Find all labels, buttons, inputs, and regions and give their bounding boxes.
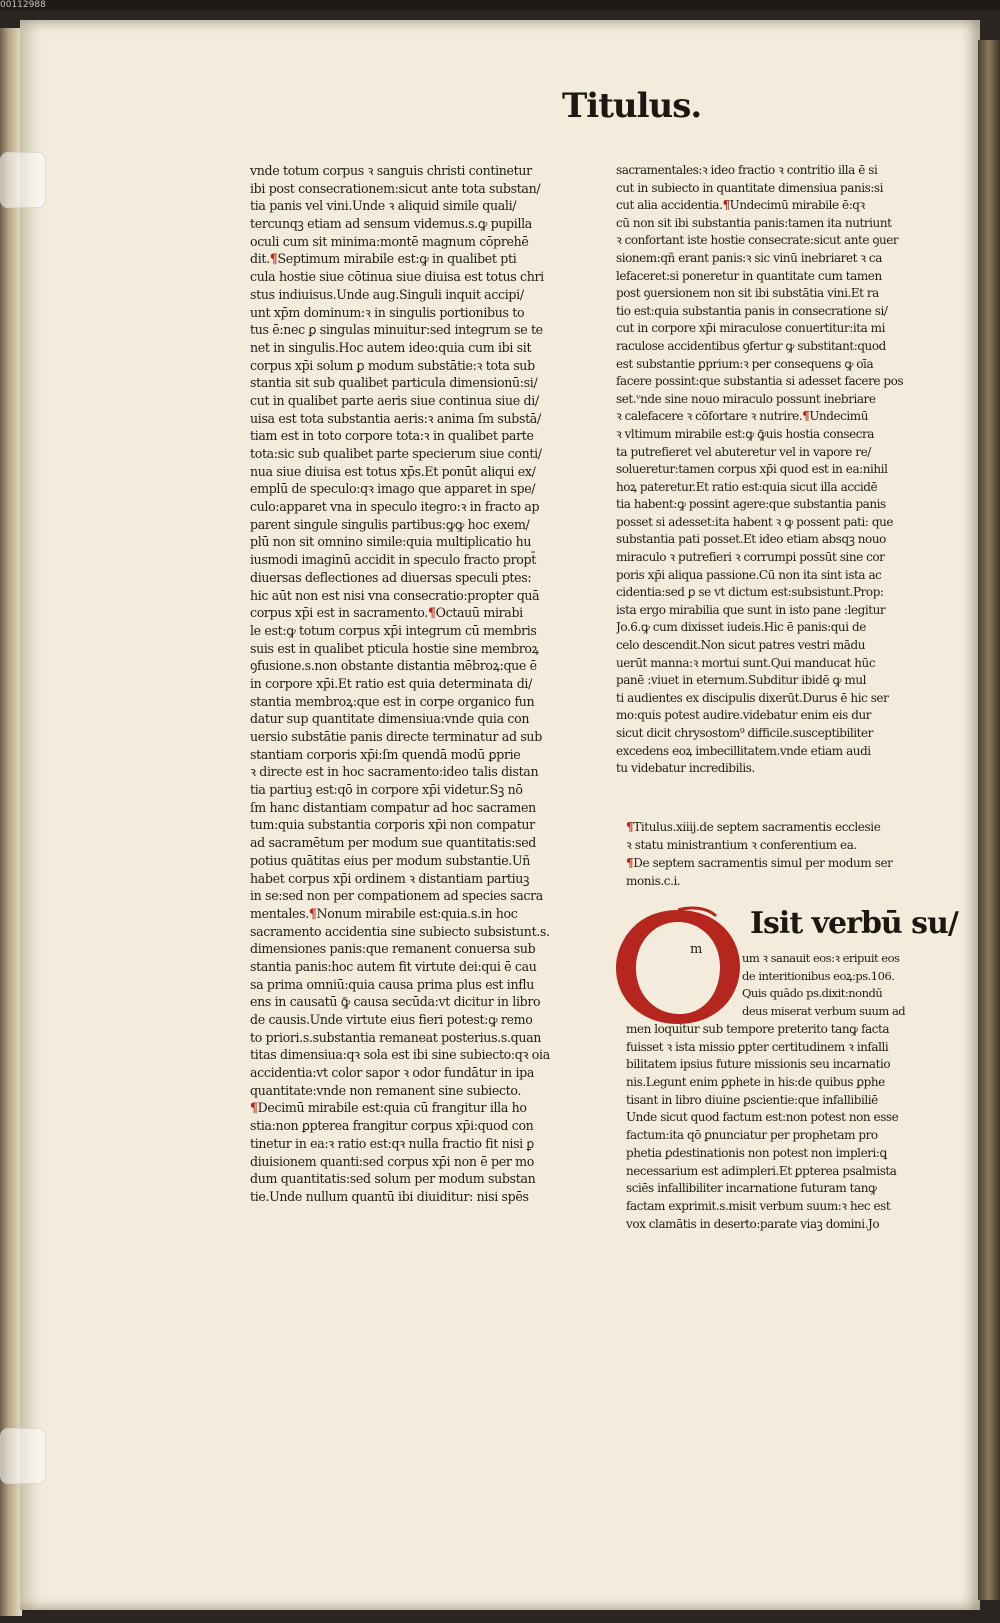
left-column-line: stia:non ꝑpterea frangitur corpus xp̄i:quod con — [250, 1118, 534, 1134]
left-column-line: tota:sic sub qualibet parte specierum siue conti/ — [250, 446, 542, 461]
left-column-line: dum quantitatis:sed solum per modum substan — [250, 1171, 536, 1187]
left-column-line: culo:apparet vna in speculo itegro:ꝛ in fracto ap — [250, 499, 540, 515]
page-clip-top — [0, 152, 46, 208]
left-column-line: sacramento accidentia sine subiecto subsistunt.s. — [250, 923, 550, 939]
left-column-line: mentales.¶Nonum mirabile est:quia.s.in hoc — [250, 905, 518, 921]
left-text-column — [250, 162, 602, 1206]
initial-outer-stroke — [616, 910, 740, 1024]
left-column-line: stantiam corporis xp̄i:ſm quendā modū ꝑprie — [250, 746, 521, 762]
left-column-line: le est:ꝙ totum corpus xp̄i integrum cū membris — [250, 622, 537, 638]
right-column-line: tia habent:ꝙ possint agere:que substantia panis — [616, 497, 886, 512]
left-column-line: tia partiuꝫ est:qō in corpore xp̄i videtur.Sꝫ nō — [250, 782, 523, 798]
right-column-line: tu videbatur incredibilis. — [616, 761, 755, 776]
left-column-line: ibi post consecrationem:sicut ante tota substan/ — [250, 180, 541, 196]
right-column-line: sicut dicit chrysostom⁹ difficile.susceptibiliter — [616, 726, 873, 740]
decorated-initial-O — [608, 904, 748, 1030]
beside-initial-line: Quis quādo ps.dixit:nondū — [742, 986, 883, 1001]
left-column-line: quantitate:vnde non remanent sine subiecto. — [250, 1082, 522, 1098]
right-column-line: poris xp̄i aliqua passione.Cū non ita sint ista ac — [616, 567, 882, 582]
after-initial-line: fuisset ꝛ ista missio ꝑpter certitudinem ꝛ infalli — [626, 1039, 889, 1054]
right-column-line: cut in subiecto in quantitate dimensiua panis:si — [616, 180, 884, 195]
left-column-line: ꝯfusione.s.non obstante distantia mēbroꝝ:que ē — [250, 658, 537, 674]
initial-guide-letter: m — [690, 942, 703, 957]
left-column-line: hic aūt non est nisi vna consecratio:propter quā — [250, 587, 540, 603]
left-column-line: unt xp̄m dominum:ꝛ in singulis portionibus to — [250, 304, 525, 320]
right-column-line: raculose accidentibus ꝯfertur ꝙ substitant:quod — [616, 338, 886, 353]
left-column-line: tus ē:nec ꝑ singulas minuitur:sed integrum se te — [250, 322, 543, 338]
beside-initial-line: um ꝛ sanauit eos:ꝛ eripuit eos — [742, 951, 900, 965]
left-column-line: titas dimensiua:qꝛ sola est ibi sine subiecto:qꝛ oia — [250, 1047, 550, 1063]
right-column-line: ta putrefieret vel abuteretur vel in vapore re/ — [616, 444, 871, 459]
right-column-line: sacramentales:ꝛ ideo fractio ꝛ contritio illa ē si — [616, 163, 878, 177]
left-column-line: corpus xp̄i solum ꝑ modum substātie:ꝛ tota sub — [250, 357, 535, 373]
left-column-line: tia panis vel vini.Unde ꝛ aliquid simile quali/ — [250, 198, 517, 214]
right-column-line: Jo.6.ꝙ cum dixisset iudeis.Hic ē panis:qui de — [616, 620, 866, 635]
left-column-line: dit.¶Septimum mirabile est:ꝙ in qualibet pti — [250, 251, 517, 267]
right-column-line: celo descendit.Non sicut patres vestri mādu — [616, 638, 866, 653]
left-column-line: uisa est tota substantia aeris:ꝛ anima ſm substā/ — [250, 410, 541, 426]
right-column-line: sionem:qñ erant panis:ꝛ sic vinū inebriaret ꝛ ca — [616, 250, 882, 265]
after-initial-line: bilitatem ipsius future missionis seu incarnatio — [626, 1057, 891, 1072]
right-column-line: hoꝝ pateretur.Et ratio est:quia sicut illa accidē — [616, 479, 878, 494]
right-column-line: cū non sit ibi substantia panis:tamen ita nutriunt — [616, 215, 892, 230]
after-initial-line: phetia ꝑdestinationis non potest non impleri:ꝗ — [626, 1145, 887, 1160]
left-column-line: to priori.s.substantia remaneat posterius.s.quan — [250, 1029, 541, 1045]
left-column-line: tinetur in ea:ꝛ ratio est:qꝛ nulla fractio fit nisi ꝑ — [250, 1135, 534, 1151]
left-column-line: datur sup quantitate dimensiua:vnde quia con — [250, 711, 530, 727]
right-column-line: excedens eoꝝ imbecillitatem.vnde etiam audi — [616, 743, 871, 758]
right-column-line: set.ᵛnde sine nouo miraculo possunt inebriare — [616, 391, 876, 406]
right-column-line: substantia pati posset.Et ideo etiam absqꝫ nouo — [616, 532, 886, 547]
right-column-line: cidentia:sed ꝑ se vt dictum est:subsistunt.Prop: — [616, 585, 884, 600]
left-column-line: stantia membroꝝ:que est in corpe organico fun — [250, 693, 535, 709]
left-column-line: potius quātitas eius per modum substantie.Uñ — [250, 852, 531, 868]
after-initial-line: necessarium est adimpleri.Et ꝑpterea psalmista — [626, 1163, 897, 1178]
title-lines-line: monis.c.i. — [626, 874, 681, 888]
after-initial-line: vox clamātis in deserto:parate viaꝫ domini.Jo — [626, 1216, 880, 1231]
after-initial-line: sciēs infallibiliter incarnatione futuram tanꝙ — [626, 1181, 877, 1196]
after-initial-line: men loquitur sub tempore preterito tanꝙ facta — [626, 1022, 890, 1036]
left-column-line: stus indiuisus.Unde aug.Singuli inquit accipi/ — [250, 286, 524, 302]
right-column-line: miraculo ꝛ putrefieri ꝛ corrumpi possūt sine cor — [616, 550, 885, 565]
right-column-line: tio est:quia substantia panis in consecratione si/ — [616, 303, 888, 318]
left-column-line: stantia panis:hoc autem fit virtute dei:qui ē cau — [250, 958, 537, 974]
left-column-line: dimensiones panis:que remanent conuersa sub — [250, 941, 536, 957]
right-column-line: cut alia accidentia.¶Undecimū mirabile ē:qꝛ — [616, 198, 865, 213]
left-column-line: iusmodi imaginū accidit in speculo fracto propt̄ — [250, 552, 536, 568]
left-page-edges — [0, 28, 22, 1616]
left-column-line: cut in qualibet parte aeris siue continua siue di/ — [250, 392, 539, 408]
left-column-line: vnde totum corpus ꝛ sanguis christi continetur — [250, 163, 532, 178]
left-column-line: net in singulis.Hoc autem ideo:quia cum ibi sit — [250, 339, 532, 355]
right-column-line: uerūt manna:ꝛ mortui sunt.Qui manducat hūc — [616, 655, 876, 670]
beside-initial-line: de interitionibus eoꝝ:ps.106. — [742, 968, 895, 983]
left-column-line: ¶Decimū mirabile est:quia cū frangitur illa ho — [250, 1100, 527, 1116]
left-column-line: sa prima omniū:quia causa prima plus est influ — [250, 976, 534, 992]
left-column-line: cula hostie siue cōtinua siue diuisa est totus chri — [250, 269, 544, 285]
right-column-line: ꝛ calefacere ꝛ cōfortare ꝛ nutrire.¶Undecimū — [616, 409, 869, 424]
right-column-line: facere possint:que substantia si adesset facere pos — [616, 374, 904, 389]
left-column-line: in se:sed non per compationem ad species sacra — [250, 888, 543, 904]
page-clip-bottom — [0, 1428, 46, 1484]
after-initial-line: factum:ita qō ꝑnunciatur per prophetam pro — [626, 1128, 878, 1143]
right-text-column — [616, 162, 972, 778]
running-head-text: Titulus. — [562, 86, 702, 126]
left-column-line: ꝛ directe est in hoc sacramento:ideo talis distan — [250, 764, 539, 780]
chapter-heading: Isit verbū su/ — [750, 906, 958, 941]
after-initial-line: nis.Legunt enim ꝑphete in his:de quibus ꝑphe — [626, 1075, 885, 1090]
left-column-line: corpus xp̄i est in sacramento.¶Octauū mirabi — [250, 605, 523, 621]
left-column-line: emplū de speculo:qꝛ imago que apparet in spe/ — [250, 481, 536, 497]
left-column-line: parent singule singulis partibus:ꝙꝙ hoc exem/ — [250, 516, 530, 532]
right-column-line: ista ergo mirabilia que sunt in isto pane :legitur — [616, 602, 886, 617]
left-column-line: diuersas deflectiones ad diuersas speculi ptes: — [250, 569, 532, 585]
left-column-line: habet corpus xp̄i ordinem ꝛ distantiam partiuꝫ — [250, 870, 530, 886]
right-column-line: ꝛ confortant iste hostie consecrate:sicut ante ꝯuer — [616, 233, 899, 248]
scan-id-label: 00112988 — [0, 0, 46, 10]
right-column-line: posset si adesset:ita habent ꝛ ꝙ possent pati: que — [616, 514, 894, 529]
left-column-line: accidentia:vt color sapor ꝛ odor fundātur in ipa — [250, 1065, 535, 1081]
title-lines-line: ¶De septem sacramentis simul per modum ser — [626, 856, 893, 870]
left-column-line: ſm hanc distantiam compatur ad hoc sacramen — [250, 799, 536, 815]
left-column-line: de causis.Unde virtute eius fieri potest:ꝙ remo — [250, 1012, 533, 1027]
left-column-line: suis est in qualibet pticula hostie sine membroꝝ — [250, 640, 539, 656]
left-column-line: tie.Unde nullum quantū ibi diuiditur: nisi spēs — [250, 1188, 529, 1204]
title-lines-line: ꝛ statu ministrantium ꝛ conferentium ea. — [626, 838, 857, 852]
title-lines-line: ¶Titulus.xiiij.de septem sacramentis ecclesie — [626, 820, 881, 834]
beside-initial-line: deus miserat verbum suum ad — [742, 1004, 906, 1019]
running-head — [562, 86, 701, 126]
left-column-line: tum:quia substantia corporis xp̄i non compatur — [250, 817, 535, 833]
left-column-line: stantia sit sub qualibet particula dimensionū:si/ — [250, 375, 538, 391]
left-column-line: nua siue diuisa est totus xp̄s.Et ponūt aliqui ex/ — [250, 463, 536, 479]
right-column-line: est substantie ꝑprium:ꝛ per consequens ꝙ oīa — [616, 356, 874, 371]
after-initial-line: Unde sicut quod factum est:non potest non esse — [626, 1110, 899, 1125]
left-column-line: plū non sit omnino simile:quia multiplicatio hu — [250, 534, 532, 550]
right-column-line: cut in corpore xp̄i miraculose conuertitur:ita mi — [616, 321, 885, 336]
right-column-line: solueretur:tamen corpus xp̄i quod est in ea:nihil — [616, 462, 888, 477]
right-page-edges — [978, 40, 1000, 1600]
chapter-title-block — [626, 818, 966, 890]
after-initial-line: tisant in libro diuine ꝑscientie:que infallibiliē — [626, 1092, 878, 1107]
right-column-line: mo:quis potest audire.videbatur enim eis dur — [616, 708, 872, 723]
left-column-line: ens in causatū ꝙ̄ causa secūda:vt dicitur in libro — [250, 994, 541, 1010]
left-column-line: uersio substātie panis directe terminatur ad sub — [250, 729, 542, 744]
right-column-line: lefaceret:si poneretur in quantitate cum tamen — [616, 268, 882, 283]
text-beside-initial — [742, 950, 974, 1021]
right-column-line: post ꝯuersionem non sit ibi substātia vini.Et ra — [616, 286, 879, 301]
text-after-initial — [626, 1021, 972, 1233]
left-column-line: in corpore xp̄i.Et ratio est quia determinata di/ — [250, 675, 533, 691]
left-column-line: diuisionem quanti:sed corpus xp̄i non ē per mo — [250, 1153, 534, 1169]
right-column-line: panē :viuet in eternum.Subditur ibidē ꝙ mul — [616, 673, 867, 688]
left-column-line: ad sacramētum per modum sue quantitatis:sed — [250, 835, 537, 851]
after-initial-line: factam exprimit.s.misit verbum suum:ꝛ hec est — [626, 1198, 891, 1213]
right-column-line: ꝛ vltimum mirabile est:ꝙ ꝙ̄uis hostia consecra — [616, 426, 874, 441]
left-column-line: oculi cum sit minima:montē magnum cōprehē — [250, 233, 529, 249]
right-column-line: ti audientes ex discipulis dixerūt.Durus ē hic ser — [616, 690, 889, 705]
left-column-line: tiam est in toto corpore tota:ꝛ in qualibet parte — [250, 428, 534, 444]
left-column-line: tercunqꝫ etiam ad sensum videmus.s.ꝙ pupilla — [250, 216, 532, 232]
